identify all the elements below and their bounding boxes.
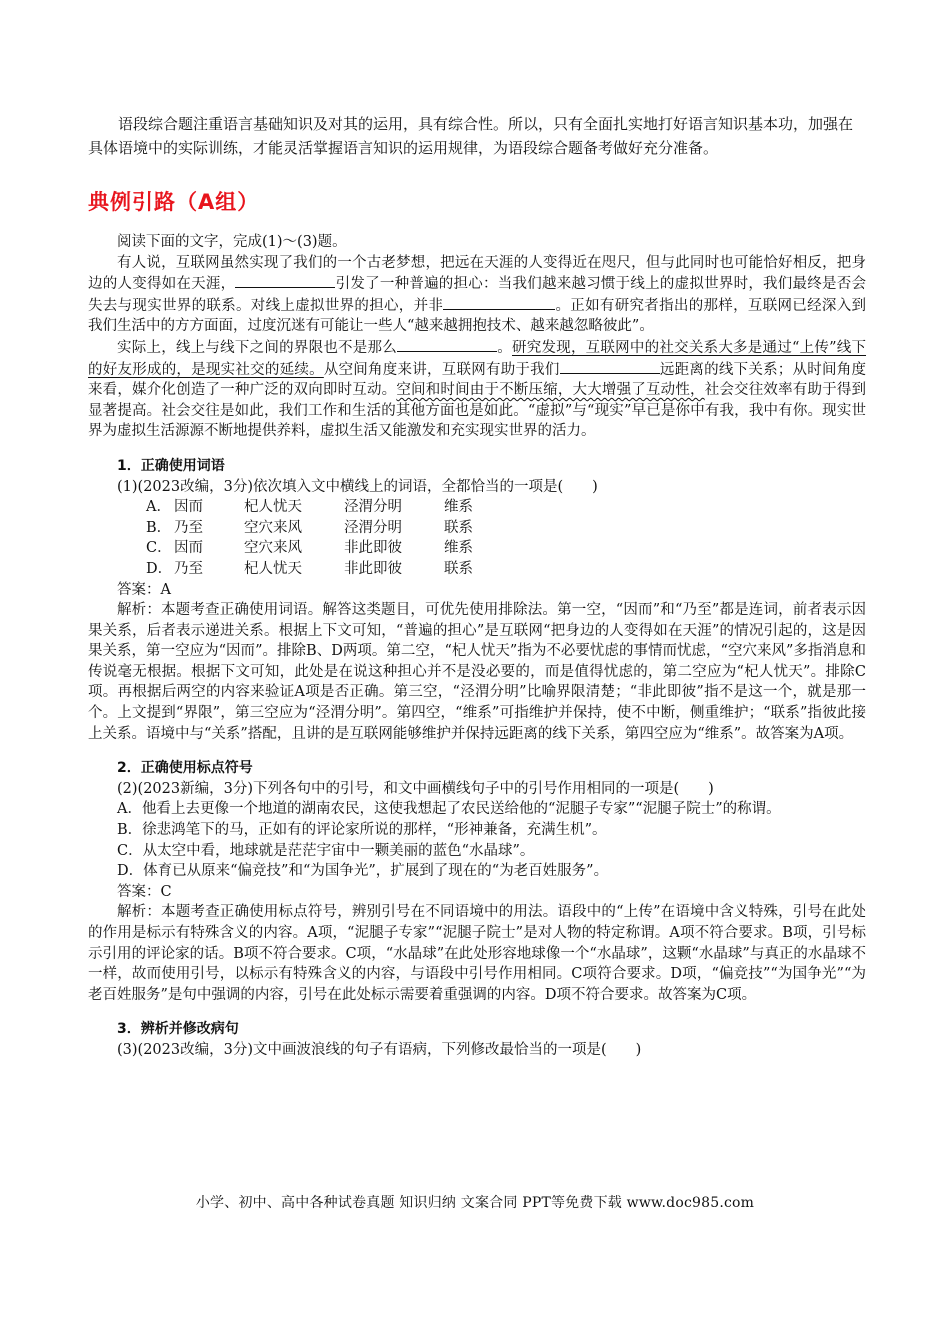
passage-paragraph-1 xyxy=(88,253,866,337)
question-1-heading: 1．正确使用词语 xyxy=(117,457,225,474)
question-2-option-a: A．他看上去更像一个地道的湖南农民，这使我想起了农民送给他的“泥腿子专家”“泥腿子院士”的称谓。 xyxy=(117,801,781,818)
option-key: D． xyxy=(146,560,173,577)
question-3-heading: 3．辨析并修改病句 xyxy=(117,1021,239,1038)
option-word: 因而 xyxy=(174,540,203,557)
option-word: 乃至 xyxy=(174,560,203,577)
question-3 xyxy=(88,1019,866,1060)
passage-text: 实际上，线上与线下之间的界限也不是那么 xyxy=(117,339,398,356)
option-word: 杞人忧天 xyxy=(244,560,302,577)
wavy-underlined-sentence: 空间和时间由于不断压缩，大大增强了互动性， xyxy=(396,382,705,399)
passage-instruction: 阅读下面的文字，完成(1)～(3)题。 xyxy=(117,234,347,250)
option-word: 空穴来风 xyxy=(244,519,302,536)
option-key: A． xyxy=(146,499,171,516)
option-word: 空穴来风 xyxy=(244,540,302,557)
question-2-stem: (2)(2023新编，3分)下列各句中的引号，和文中画横线句子中的引号作用相同的一项是( ) xyxy=(117,780,714,797)
question-1 xyxy=(88,456,866,744)
question-1-option-a xyxy=(88,497,866,518)
fill-blank-4 xyxy=(560,359,660,374)
question-1-option-c xyxy=(88,538,866,559)
question-2-analysis: 解析：本题考查正确使用标点符号，辨别引号在不同语境中的用法。语段中的“上传”在语境中含义特殊，引号在此处的作用是标示有特殊含义的内容。A项，“泥腿子专家”“泥腿子院士”是对人物的特定称谓。A项不符合要求。B项，引号标示引用的评论家的话。B项不符合要求。C项，“水晶球”在此处形容地球像一个“水晶球”，这颗“水晶球”与真正的水晶球不一样，故而使用引号，以标示有特殊含义的内容，与语段中引号作用相同。C项符合要求。D项，“偏竞技”“为国争光”“为老百姓服务”是句中强调的内容，引号在此处标示需要着重强调的内容。D项不符合要求。故答案为C项。 xyxy=(88,904,866,1003)
question-1-option-d xyxy=(88,559,866,580)
passage-text: 从空间角度来讲，互联网有助于我们 xyxy=(323,361,560,378)
passage-text: 。正如有研究者指出的那样，互联网已经深入到我们生活中的方方面面，过度沉迷有可能让一些人“越来越拥抱技术、越来越忽略彼此”。 xyxy=(88,297,867,335)
question-3-stem: (3)(2023改编，3分)文中画波浪线的句子有语病，下列修改最恰当的一项是( ) xyxy=(117,1041,642,1058)
question-1-stem: (1)(2023改编，3分)依次填入文中横线上的词语，全都恰当的一项是( ) xyxy=(117,478,598,495)
fill-blank-2 xyxy=(443,295,555,310)
option-word: 联系 xyxy=(444,519,473,536)
option-word: 联系 xyxy=(444,560,473,577)
passage-text: 有人说，互联网虽然实现了我们的一个古老梦想，把远在天涯的人变得近在咫尺，但与此同时也可能恰好相反，把身边的人变得如在天涯， xyxy=(88,254,866,293)
question-2-option-d: D．体育已从原来“偏竞技”和“为国争光”，扩展到了现在的“为老百姓服务”。 xyxy=(117,863,609,880)
underlined-sentence: 研究发现，互联网中的社交关系大多是通过“上传”线下的好友形成的，是现实社交的延续。 xyxy=(88,339,867,378)
document-body xyxy=(88,232,866,1061)
intro-paragraph: 语段综合题注重语言基础知识及对其的运用，具有综合性。所以，只有全面扎实地打好语言知识基本功，加强在具体语境中的实际训练，才能灵活掌握语言知识的运用规律，为语段综合题备考做好充分准备。 xyxy=(88,115,854,157)
option-word: 维系 xyxy=(444,499,473,516)
option-key: B． xyxy=(146,519,172,536)
option-word: 非此即彼 xyxy=(344,540,402,557)
question-2-option-c: C．从太空中看，地球就是茫茫宇宙中一颗美丽的蓝色“水晶球”。 xyxy=(117,842,535,859)
fill-blank-3 xyxy=(397,337,497,352)
option-word: 泾渭分明 xyxy=(344,499,402,516)
option-word: 泾渭分明 xyxy=(344,519,402,536)
question-1-option-b xyxy=(88,518,866,539)
option-word: 因而 xyxy=(174,499,203,516)
question-2-heading: 2．正确使用标点符号 xyxy=(117,760,253,777)
question-1-analysis: 解析：本题考查正确使用词语。解答这类题目，可优先使用排除法。第一空，“因而”和“乃至”都是连词，前者表示因果关系，后者表示递进关系。根据上下文可知，“普遍的担心”是互联网“把身边的人变得如在天涯”的情况引起的，这是因果关系，第一空应为“因而”。排除B、D两项。第二空，“杞人忧天”指为不必要忧虑的事情而忧虑，“空穴来风”多指消息和传说毫无根据。根据下文可知，此处是在说这种担心并不是没必要的，而是值得忧虑的，第二空应为“杞人忧天”。排除C项。再根据后两空的内容来验证A项是否正确。第三空，“泾渭分明”比喻界限清楚；“非此即彼”指不是这一个，就是那一个。上文提到“界限”，第三空应为“泾渭分明”。第四空，“维系”可指维护并保持，使不中断，侧重维护；“联系”指彼此接上关系。语境中与“关系”搭配，且讲的是互联网能够维护并保持远距离的线下关系，第四空应为“维系”。故答案为A项。 xyxy=(88,602,866,742)
fill-blank-1 xyxy=(235,273,335,288)
passage-text: 引发了一种普遍的担心：当我们越来越习惯于线上的虚拟世界时，我们最终是否会失去与现实世界的联系。对线上虚拟世界的担心，并非 xyxy=(88,276,866,314)
question-2-answer: 答案：C xyxy=(117,883,172,900)
page-footer: 小学、初中、高中各种试卷真题 知识归纳 文案合同 PPT等免费下载 www.doc985.com xyxy=(195,1195,755,1211)
section-title: 典例引路（A组） xyxy=(88,190,260,214)
passage-text: 。 xyxy=(497,339,512,356)
passage-text: 远距离的线下关系；从时间角度来看，媒介化创造了一种广泛的双向即时互动。 xyxy=(88,361,867,399)
option-word: 非此即彼 xyxy=(344,560,402,577)
option-word: 杞人忧天 xyxy=(244,499,302,516)
option-key: C． xyxy=(146,540,172,557)
passage-paragraph-2 xyxy=(88,337,866,442)
passage-text: 社会交往效率有助于得到显著提高。社会交往是如此，我们工作和生活的其他方面也是如此。“虚拟”与“现实”早已是你中有我，我中有你。现实世界为虚拟生活源源不断地提供养料，虚拟生活又能激发和充实现实世界的活力。 xyxy=(88,382,867,440)
question-2-option-b: B．徐悲鸿笔下的马，正如有的评论家所说的那样，“形神兼备，充满生机”。 xyxy=(117,822,607,839)
option-word: 维系 xyxy=(444,540,473,557)
question-1-answer: 答案：A xyxy=(117,581,171,598)
question-2 xyxy=(88,758,866,1005)
option-word: 乃至 xyxy=(174,519,203,536)
